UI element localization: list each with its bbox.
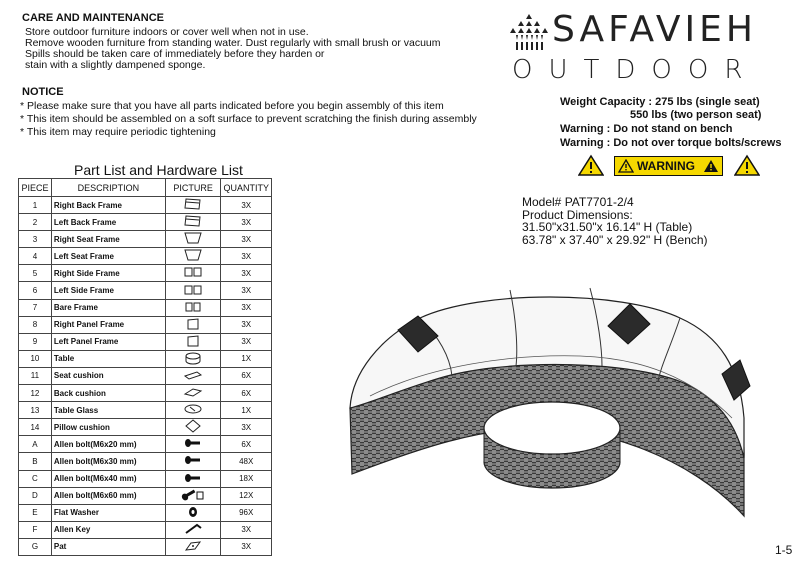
back-frame-icon: [183, 197, 203, 213]
bolt-icon: [183, 436, 203, 452]
bare-frame-icon: [183, 300, 203, 316]
back-frame-icon: [183, 214, 203, 230]
table-row: [19, 299, 272, 316]
brand-name: SAFAVIEH: [552, 9, 757, 50]
washer-icon: [183, 505, 203, 521]
table-row: [19, 436, 272, 453]
piece-cell: 11: [19, 367, 52, 384]
table-row: [19, 538, 272, 555]
quantity-cell: 3X: [221, 316, 272, 333]
quantity-cell: 1X: [221, 350, 272, 367]
description-cell: Pat: [51, 538, 165, 555]
piece-cell: D: [19, 487, 52, 504]
picture-cell: [165, 487, 221, 504]
description-cell: Left Panel Frame: [51, 333, 165, 350]
quantity-cell: 3X: [221, 538, 272, 555]
table-row: [19, 350, 272, 367]
notice-heading: NOTICE: [22, 86, 64, 98]
picture-cell: [165, 521, 221, 538]
part-list-table: [18, 178, 272, 556]
seat-cushion-icon: [183, 368, 203, 384]
picture-cell: [165, 419, 221, 436]
quantity-cell: 6X: [221, 385, 272, 402]
description-cell: Left Seat Frame: [51, 248, 165, 265]
quantity-cell: 18X: [221, 470, 272, 487]
description-cell: Allen bolt(M6x40 mm): [51, 470, 165, 487]
bolt-icon: [183, 471, 203, 487]
quantity-cell: 12X: [221, 487, 272, 504]
notice-line: * This item should be assembled on a soft surface to prevent scratching the finish during assembly: [20, 113, 477, 125]
seat-frame-icon: [183, 231, 203, 247]
piece-cell: F: [19, 521, 52, 538]
description-cell: Pillow cushion: [51, 419, 165, 436]
bolt-nut-icon: [181, 488, 205, 504]
picture-cell: [165, 248, 221, 265]
warning-torque: Warning : Do not over torque bolts/screws: [560, 137, 782, 149]
picture-cell: [165, 265, 221, 282]
description-cell: Bare Frame: [51, 299, 165, 316]
care-text: [25, 27, 441, 71]
quantity-cell: 3X: [221, 419, 272, 436]
table-row: [19, 265, 272, 282]
quantity-cell: 3X: [221, 333, 272, 350]
table-row: [19, 248, 272, 265]
notice-line: * Please make sure that you have all parts indicated before you begin assembly of this item: [20, 100, 444, 112]
quantity-cell: 96X: [221, 504, 272, 521]
table-glass-icon: [183, 402, 203, 418]
table-glass-top: [484, 402, 620, 454]
col-description: DESCRIPTION: [51, 179, 165, 197]
description-cell: Back cushion: [51, 385, 165, 402]
side-frame-icon: [183, 283, 203, 299]
col-quantity: QUANTITY: [221, 179, 272, 197]
table-icon: [183, 351, 203, 367]
description-cell: Table: [51, 350, 165, 367]
description-cell: Flat Washer: [51, 504, 165, 521]
piece-cell: B: [19, 453, 52, 470]
piece-cell: 4: [19, 248, 52, 265]
care-heading: CARE AND MAINTENANCE: [22, 12, 164, 24]
piece-cell: 7: [19, 299, 52, 316]
table-row: [19, 316, 272, 333]
description-cell: Right Panel Frame: [51, 316, 165, 333]
panel-frame-icon: [183, 317, 203, 333]
quantity-cell: 3X: [221, 521, 272, 538]
picture-cell: [165, 385, 221, 402]
picture-cell: [165, 350, 221, 367]
picture-cell: [165, 436, 221, 453]
piece-cell: 12: [19, 385, 52, 402]
table-row: [19, 197, 272, 214]
bolt-icon: [183, 453, 203, 469]
weight-capacity-two: 550 lbs (two person seat): [630, 109, 762, 121]
quantity-cell: 3X: [221, 197, 272, 214]
quantity-cell: 6X: [221, 436, 272, 453]
description-cell: Left Back Frame: [51, 214, 165, 231]
warning-banner: [614, 156, 723, 176]
care-line: Store outdoor furniture indoors or cover well when not in use.: [25, 26, 309, 38]
table-row: [19, 367, 272, 384]
picture-cell: [165, 197, 221, 214]
piece-cell: 9: [19, 333, 52, 350]
care-line: stain with a slightly dampened sponge.: [25, 59, 206, 71]
brand-sub: OUTDOOR: [512, 55, 759, 85]
description-cell: Seat cushion: [51, 367, 165, 384]
table-row: [19, 385, 272, 402]
care-line: Spills should be taken care of immediately before they harden or: [25, 48, 325, 60]
description-cell: Allen bolt(M6x30 mm): [51, 453, 165, 470]
piece-cell: G: [19, 538, 52, 555]
notice-text: [20, 100, 477, 139]
quantity-cell: 3X: [221, 299, 272, 316]
allen-key-icon: [183, 522, 203, 538]
piece-cell: 8: [19, 316, 52, 333]
picture-cell: [165, 333, 221, 350]
bench-dimensions: 63.78" x 37.40" x 29.92" H (Bench): [522, 232, 708, 247]
table-row: [19, 333, 272, 350]
piece-cell: A: [19, 436, 52, 453]
description-cell: Allen Key: [51, 521, 165, 538]
picture-cell: [165, 402, 221, 419]
table-row: [19, 402, 272, 419]
table-header-row: [19, 179, 272, 197]
piece-cell: 13: [19, 402, 52, 419]
warning-triangle-icon: [734, 154, 760, 176]
sofa-illustration: [340, 278, 780, 562]
table-row: [19, 453, 272, 470]
picture-cell: [165, 504, 221, 521]
piece-cell: 3: [19, 231, 52, 248]
picture-cell: [165, 453, 221, 470]
quantity-cell: 3X: [221, 214, 272, 231]
model-number: Model# PAT7701-2/4: [522, 195, 634, 209]
description-cell: Right Seat Frame: [51, 231, 165, 248]
col-picture: PICTURE: [165, 179, 221, 197]
table-row: [19, 214, 272, 231]
table-row: [19, 504, 272, 521]
pillow-icon: [183, 419, 203, 435]
warning-triangle-icon: [703, 159, 719, 173]
description-cell: Allen bolt(M6x60 mm): [51, 487, 165, 504]
part-list-title: Part List and Hardware List: [74, 162, 243, 178]
quantity-cell: 3X: [221, 248, 272, 265]
panel-frame-icon: [183, 334, 203, 350]
piece-cell: 14: [19, 419, 52, 436]
page-number: 1-5: [775, 543, 793, 557]
model-info: [522, 196, 708, 246]
warning-triangle-icon: [578, 154, 604, 176]
table-row: [19, 419, 272, 436]
description-cell: Left Side Frame: [51, 282, 165, 299]
quantity-cell: 3X: [221, 231, 272, 248]
quantity-cell: 48X: [221, 453, 272, 470]
table-row: [19, 521, 272, 538]
picture-cell: [165, 231, 221, 248]
table-dimensions: 31.50"x31.50"x 16.14" H (Table): [522, 220, 693, 234]
piece-cell: 2: [19, 214, 52, 231]
quantity-cell: 3X: [221, 282, 272, 299]
table-row: [19, 282, 272, 299]
product-dimensions-label: Product Dimensions:: [522, 207, 633, 222]
quantity-cell: 3X: [221, 265, 272, 282]
back-cushion-icon: [183, 385, 203, 401]
pat-icon: [183, 539, 203, 555]
warning-banner-label: WARNING: [637, 159, 695, 173]
table-row: [19, 487, 272, 504]
weight-capacity: Weight Capacity : 275 lbs (single seat): [560, 96, 760, 108]
picture-cell: [165, 282, 221, 299]
picture-cell: [165, 214, 221, 231]
table-row: [19, 470, 272, 487]
piece-cell: 10: [19, 350, 52, 367]
description-cell: Right Back Frame: [51, 197, 165, 214]
picture-cell: [165, 470, 221, 487]
warning-stand: Warning : Do not stand on bench: [560, 123, 733, 135]
quantity-cell: 1X: [221, 402, 272, 419]
brand-logo-icon: [508, 12, 550, 52]
col-piece: PIECE: [19, 179, 52, 197]
description-cell: Allen bolt(M6x20 mm): [51, 436, 165, 453]
piece-cell: 5: [19, 265, 52, 282]
description-cell: Right Side Frame: [51, 265, 165, 282]
picture-cell: [165, 367, 221, 384]
quantity-cell: 6X: [221, 367, 272, 384]
seat-frame-icon: [183, 248, 203, 264]
description-cell: Table Glass: [51, 402, 165, 419]
picture-cell: [165, 299, 221, 316]
table-row: [19, 231, 272, 248]
care-line: Remove wooden furniture from standing water. Dust regularly with small brush or vacuum: [25, 37, 441, 49]
piece-cell: C: [19, 470, 52, 487]
piece-cell: 1: [19, 197, 52, 214]
warning-triangle-icon: [618, 159, 634, 173]
piece-cell: 6: [19, 282, 52, 299]
picture-cell: [165, 538, 221, 555]
picture-cell: [165, 316, 221, 333]
notice-line: * This item may require periodic tightening: [20, 126, 216, 138]
side-frame-icon: [183, 265, 203, 281]
piece-cell: E: [19, 504, 52, 521]
